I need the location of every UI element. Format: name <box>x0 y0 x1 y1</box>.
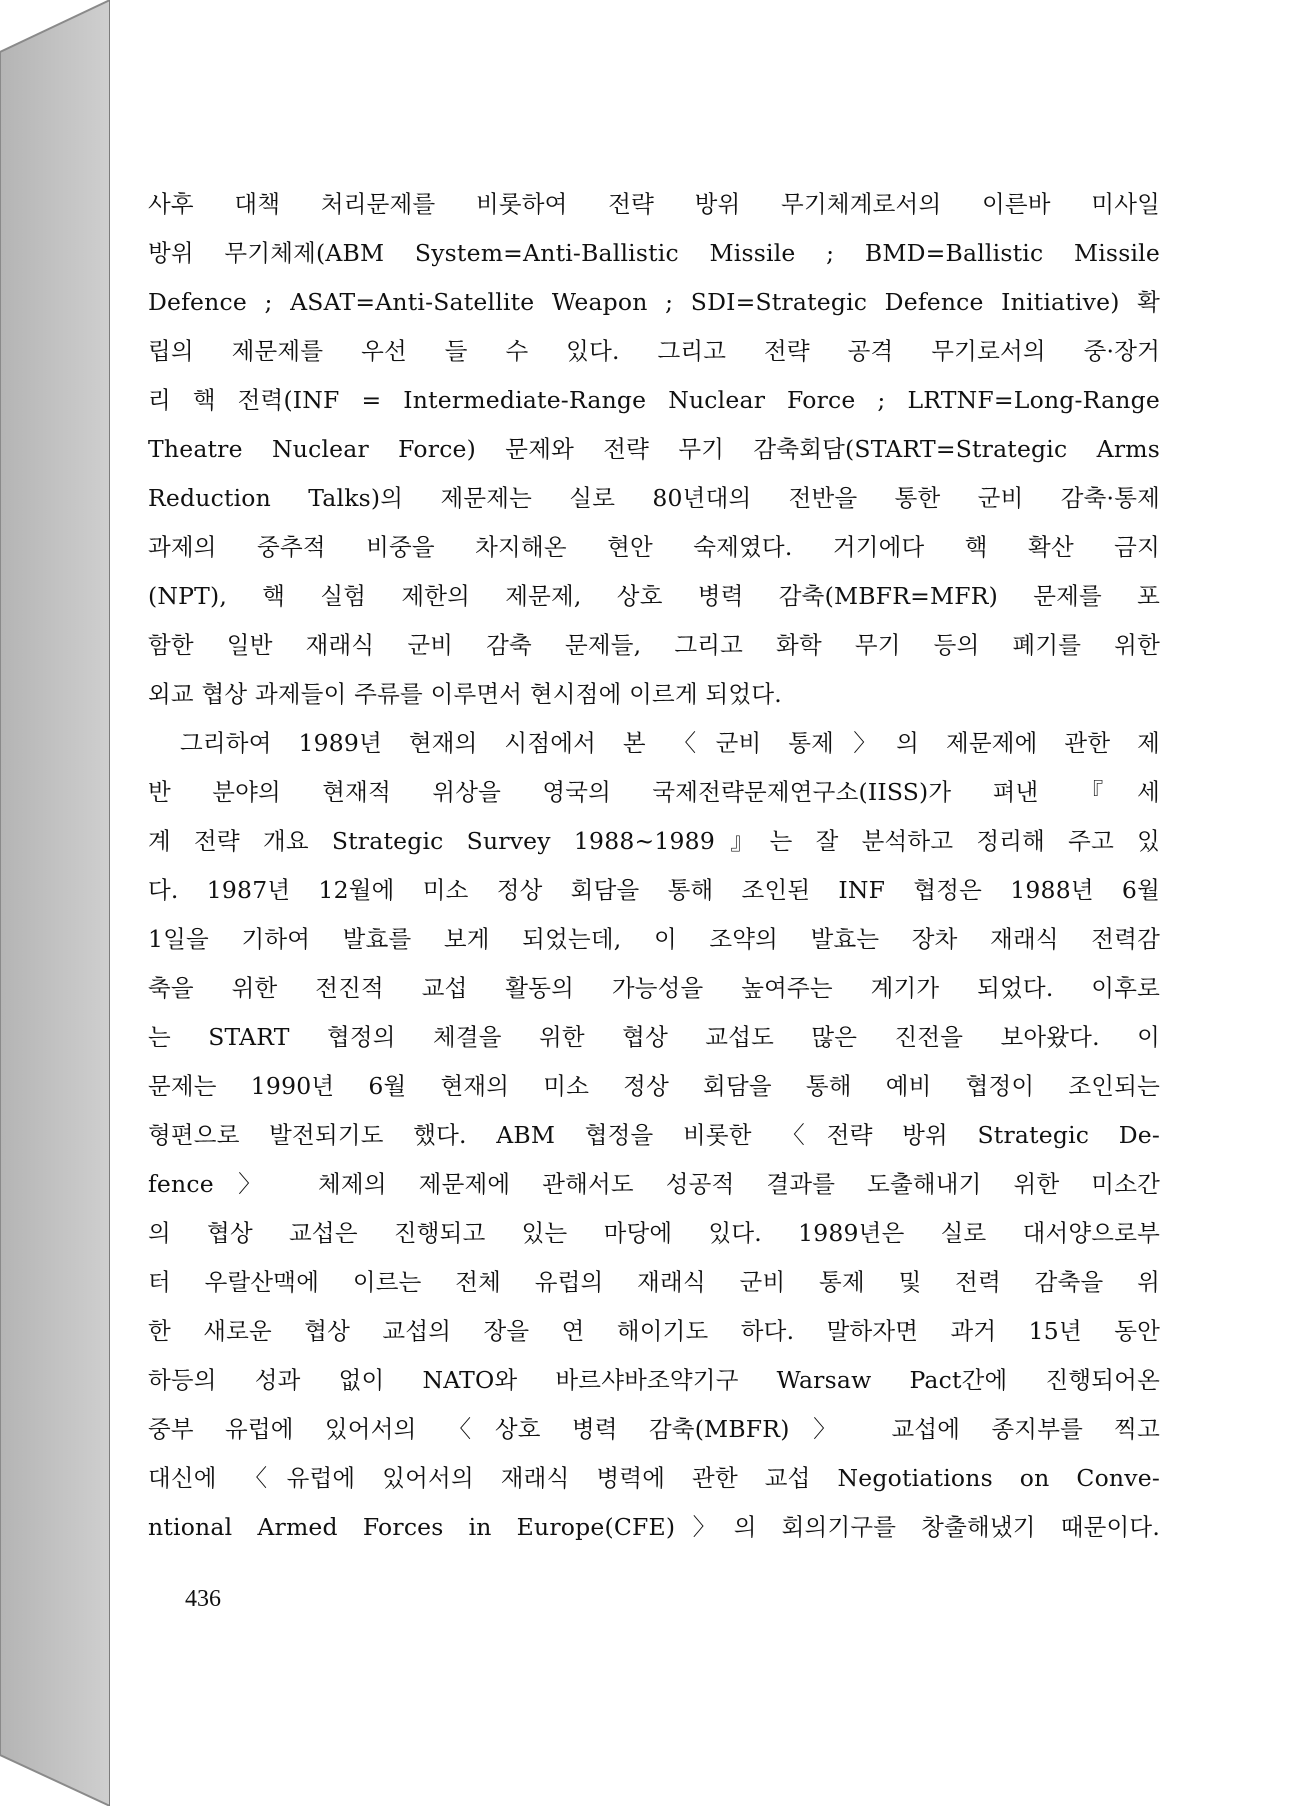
text-line: 형편으로 발전되기도 했다. ABM 협정을 비롯한 〈전략 방위 Strategic De- <box>148 1121 1160 1149</box>
text-line: Theatre Nuclear Force) 문제와 전략 무기 감축회담(START=Strategic Arms <box>148 435 1160 463</box>
text-line: 한 새로운 협상 교섭의 장을 연 해이기도 하다. 말하자면 과거 15년 동안 <box>148 1317 1160 1345</box>
text-line: 립의 제문제를 우선 들 수 있다. 그리고 전략 공격 무기로서의 중·장거 <box>148 337 1160 365</box>
text-line: ntional Armed Forces in Europe(CFE)〉의 회의기구를 창출해냈기 때문이다. <box>148 1513 1160 1541</box>
page-number: 436 <box>185 1586 221 1612</box>
text-line: (NPT), 핵 실험 제한의 제문제, 상호 병력 감축(MBFR=MFR) 문제를 포 <box>148 582 1160 610</box>
text-line: 계 전략 개요 Strategic Survey 1988~1989』는 잘 분석하고 정리해 주고 있 <box>148 827 1160 855</box>
text-line: 는 START 협정의 체결을 위한 협상 교섭도 많은 진전을 보아왔다. 이 <box>148 1023 1160 1051</box>
text-line: Defence ; ASAT=Anti-Satellite Weapon ; SDI=Strategic Defence Initiative) 확 <box>148 288 1160 316</box>
book-spine <box>0 0 110 1806</box>
text-line: Reduction Talks)의 제문제는 실로 80년대의 전반을 통한 군비 감축·통제 <box>148 484 1160 512</box>
paragraph-start-line: 그리하여 1989년 현재의 시점에서 본 〈군비 통제〉의 제문제에 관한 제 <box>180 729 1160 757</box>
text-line: 반 분야의 현재적 위상을 영국의 국제전략문제연구소(IISS)가 펴낸 『세 <box>148 778 1160 806</box>
text-line: 방위 무기체제(ABM System=Anti-Ballistic Missile ; BMD=Ballistic Missile <box>148 239 1160 267</box>
page-body-text <box>148 180 1160 1552</box>
text-line: 축을 위한 전진적 교섭 활동의 가능성을 높여주는 계기가 되었다. 이후로 <box>148 974 1160 1002</box>
text-line: 대신에 〈유럽에 있어서의 재래식 병력에 관한 교섭 Negotiations on Conve- <box>148 1464 1160 1492</box>
text-line: 1일을 기하여 발효를 보게 되었는데, 이 조약의 발효는 장차 재래식 전력감 <box>148 925 1160 953</box>
text-line: 다. 1987년 12월에 미소 정상 회담을 통해 조인된 INF 협정은 1988년 6월 <box>148 876 1160 904</box>
text-line: 의 협상 교섭은 진행되고 있는 마당에 있다. 1989년은 실로 대서양으로부 <box>148 1219 1160 1247</box>
text-line: 사후 대책 처리문제를 비롯하여 전략 방위 무기체계로서의 이른바 미사일 <box>148 190 1160 218</box>
text-line: 과제의 중추적 비중을 차지해온 현안 숙제였다. 거기에다 핵 확산 금지 <box>148 533 1160 561</box>
text-line: 리 핵 전력(INF = Intermediate-Range Nuclear Force ; LRTNF=Long-Range <box>148 386 1160 414</box>
text-line: 터 우랄산맥에 이르는 전체 유럽의 재래식 군비 통제 및 전력 감축을 위 <box>148 1268 1160 1296</box>
paragraph-end-line: 외교 협상 과제들이 주류를 이루면서 현시점에 이르게 되었다. <box>148 680 782 708</box>
text-line: 문제는 1990년 6월 현재의 미소 정상 회담을 통해 예비 협정이 조인되는 <box>148 1072 1160 1100</box>
text-line: 함한 일반 재래식 군비 감축 문제들, 그리고 화학 무기 등의 폐기를 위한 <box>148 631 1160 659</box>
text-line: 하등의 성과 없이 NATO와 바르샤바조약기구 Warsaw Pact간에 진행되어온 <box>148 1366 1160 1394</box>
text-line: fence〉 체제의 제문제에 관해서도 성공적 결과를 도출해내기 위한 미소간 <box>148 1170 1160 1198</box>
text-line: 중부 유럽에 있어서의 〈상호 병력 감축(MBFR)〉 교섭에 종지부를 찍고 <box>148 1415 1160 1443</box>
